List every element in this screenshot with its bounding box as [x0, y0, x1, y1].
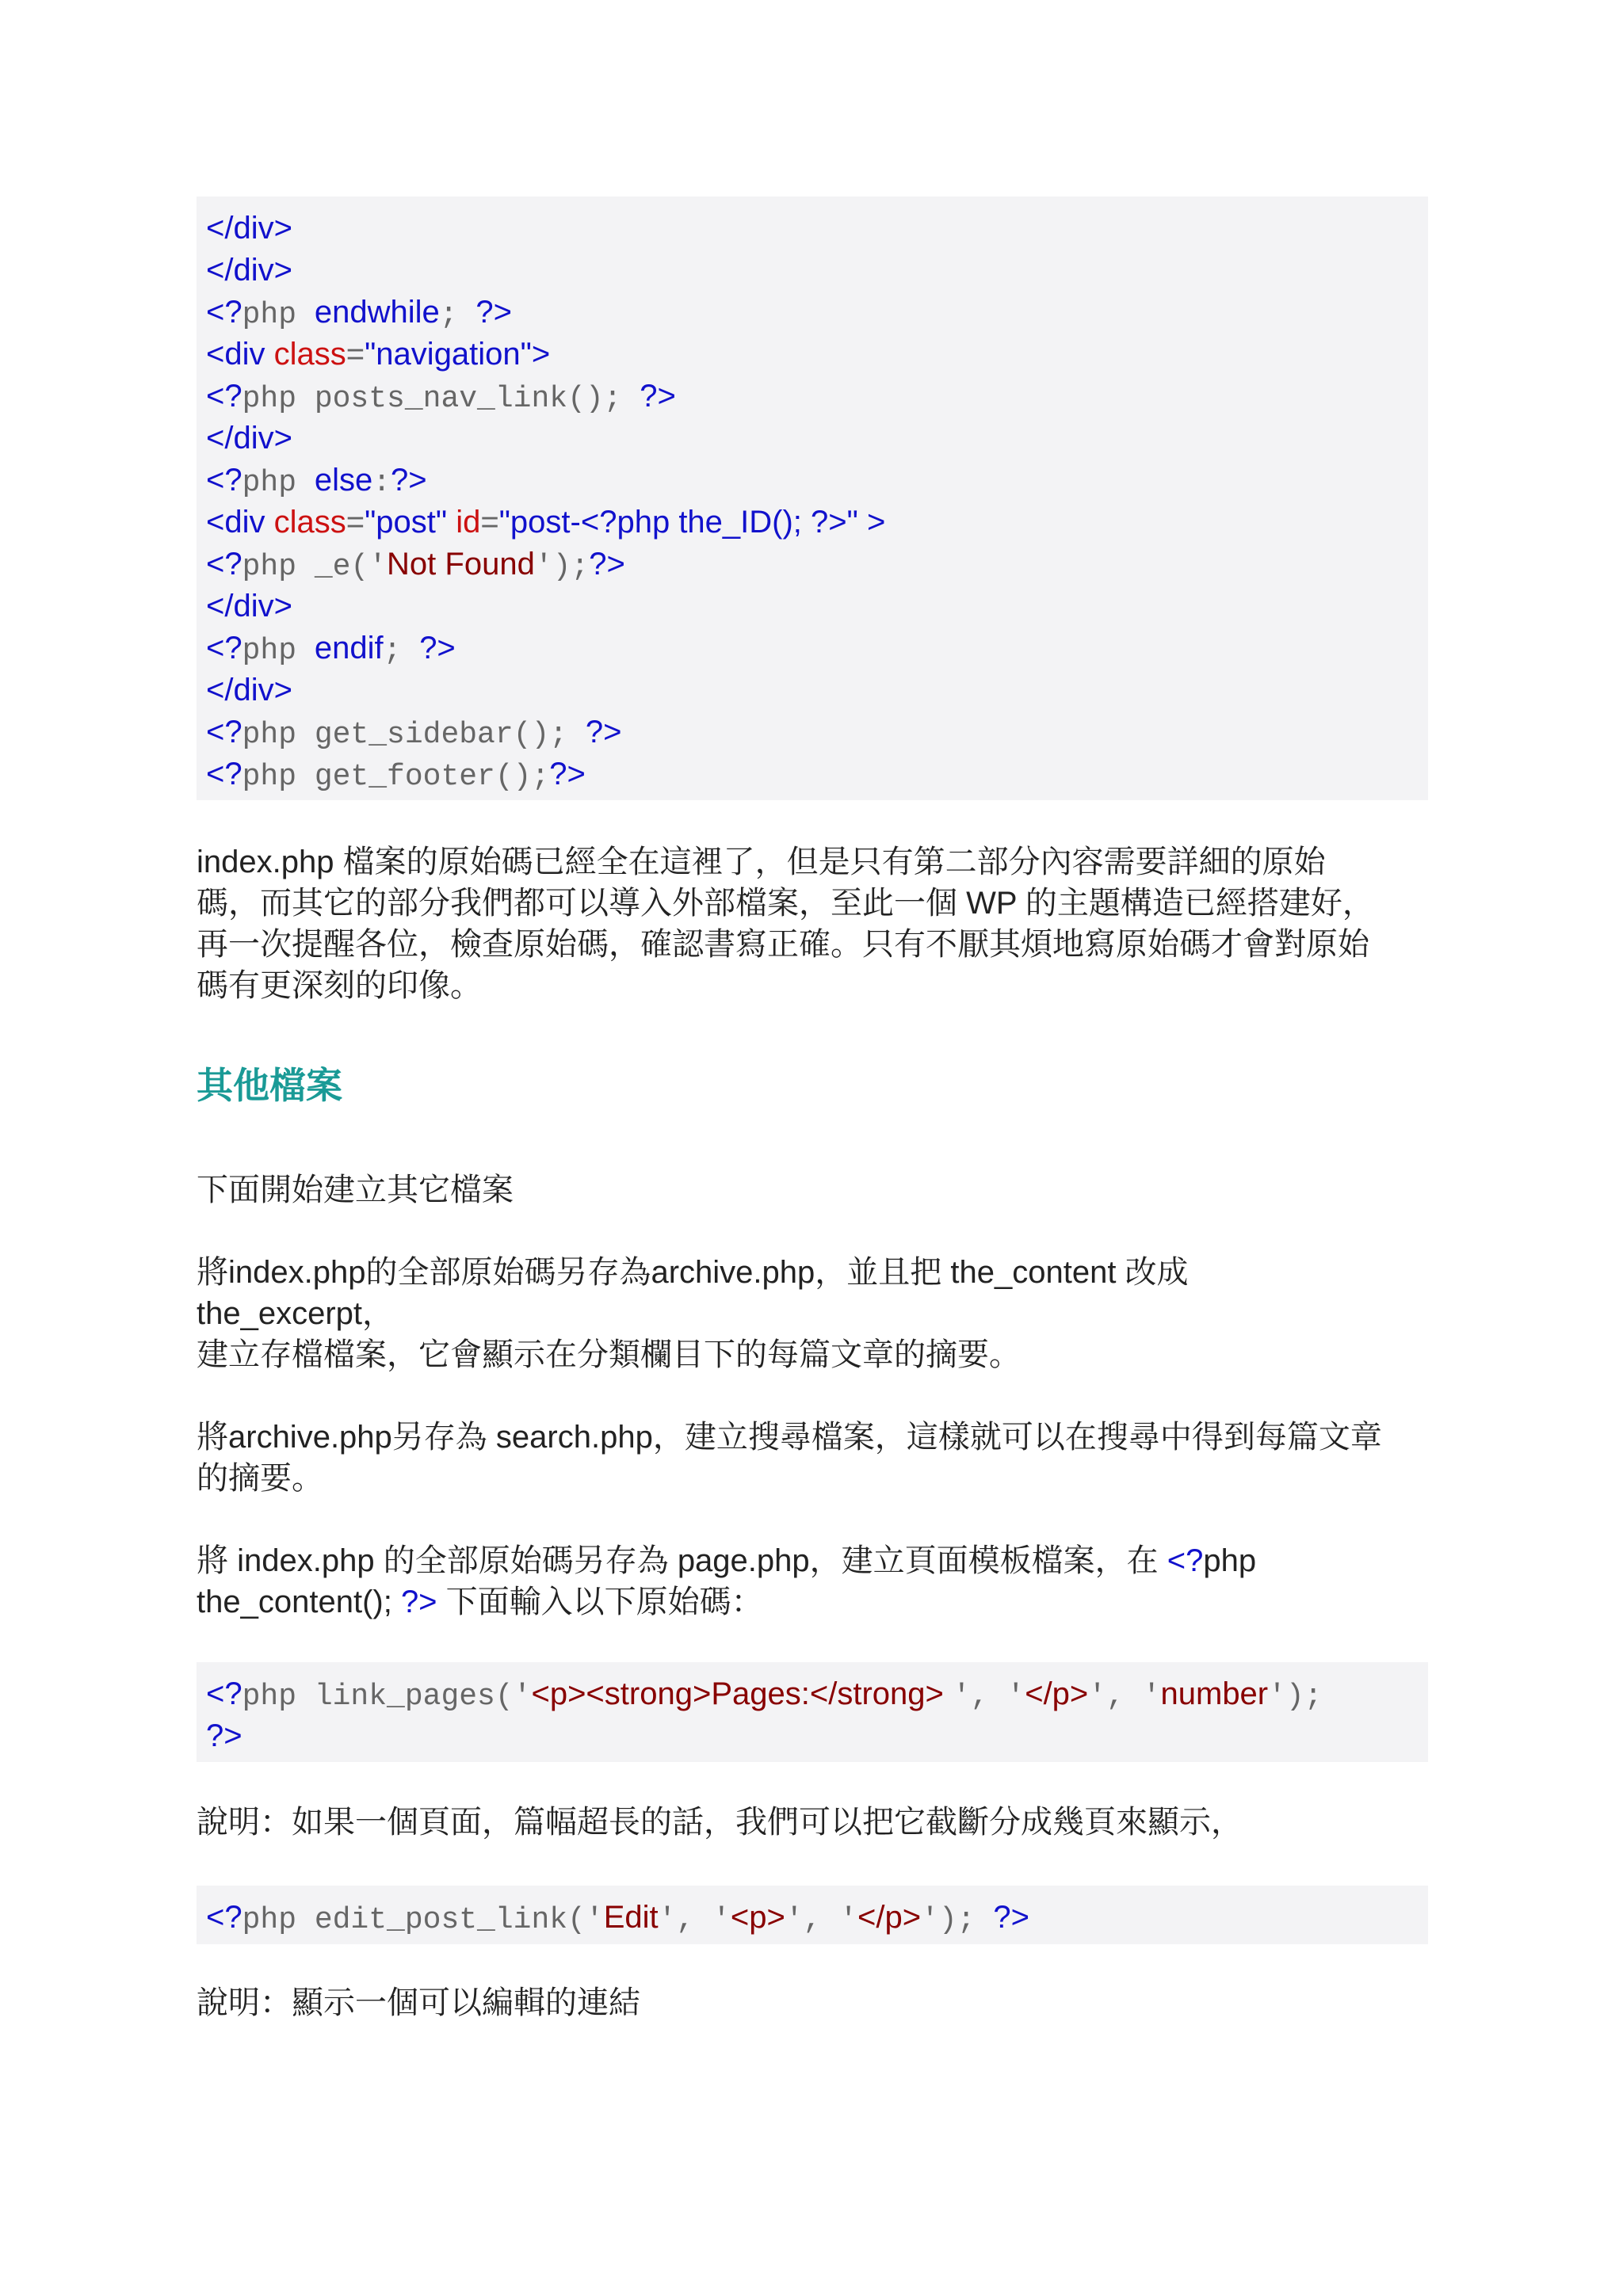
code-line: [206, 334, 1419, 376]
paragraph-page-template: [197, 1540, 1433, 1623]
code-token: php link_pages(': [242, 1680, 532, 1714]
code-line: [206, 208, 1419, 250]
inline-text: 下面輸入以下原始碼：: [437, 1585, 763, 1619]
code-token: php _e(': [242, 550, 388, 584]
inline-text: 將 index.php 的全部原始碼另存為 page.php，建立頁面模板檔案，在: [197, 1543, 1167, 1578]
paragraph-archive: [197, 1252, 1433, 1375]
code-token: <div: [206, 337, 274, 372]
code-token: php: [242, 298, 315, 332]
inline-code-close: ?>: [400, 1585, 437, 1619]
code-token: ', ': [785, 1903, 858, 1937]
code-token: ?>: [585, 715, 622, 749]
code-token: </div>: [206, 253, 292, 288]
code-line: [206, 460, 1419, 502]
paragraph-index-summary: [197, 841, 1433, 1006]
code-token: =: [346, 505, 365, 540]
code-token: id: [456, 505, 481, 540]
code-token: php: [242, 466, 315, 500]
text-line: 說明：如果一個頁面，篇幅超長的話，我們可以把它截斷分成幾頁來顯示，: [197, 1805, 1243, 1840]
text-line: the_excerpt，: [197, 1296, 395, 1331]
code-token: class: [273, 337, 346, 372]
code-token: "navigation">: [365, 337, 551, 372]
code-token: ', ': [952, 1680, 1025, 1714]
code-token: ', ': [1088, 1680, 1161, 1714]
code-token: else: [314, 463, 373, 498]
code-line: [206, 502, 1419, 543]
code-line: [206, 585, 1419, 627]
code-token: <?: [206, 715, 242, 749]
code-token: <p>: [730, 1900, 785, 1935]
code-token: :: [372, 466, 391, 500]
code-token: php: [242, 634, 315, 668]
code-token: ');: [534, 550, 590, 584]
code-token: php posts_nav_link();: [242, 382, 640, 416]
code-token: <?: [206, 631, 242, 666]
code-token: ?>: [549, 757, 586, 791]
code-line: [206, 1897, 1419, 1939]
code-token: >: [866, 505, 886, 540]
code-line: [206, 627, 1419, 669]
code-block-link-pages: [197, 1662, 1428, 1762]
code-token: ?>: [475, 295, 512, 330]
text-line: 說明：顯示一個可以編輯的連結: [197, 1985, 640, 2020]
code-token: ?>: [206, 1718, 242, 1753]
code-token: php edit_post_link(': [242, 1903, 604, 1937]
paragraph-search: [197, 1417, 1433, 1499]
code-token: ?>: [640, 379, 676, 414]
code-token: ', ': [658, 1903, 731, 1937]
inline-text: the_content();: [197, 1585, 401, 1619]
code-token: <?: [206, 295, 242, 330]
code-block-edit-post-link: [197, 1886, 1428, 1944]
paragraph-intro: [197, 1169, 1433, 1211]
text-line: 下面開始建立其它檔案: [197, 1173, 514, 1207]
code-token: "post": [365, 505, 456, 540]
code-line: [206, 1715, 1419, 1757]
code-token: ');: [921, 1903, 994, 1937]
code-token: <?: [206, 379, 242, 414]
code-token: <?: [206, 757, 242, 791]
text-line: 的摘要。: [197, 1461, 323, 1496]
text-line: 將archive.php另存為 search.php，建立搜尋檔案，這樣就可以在搜尋中得到每篇文章: [197, 1420, 1382, 1455]
code-token: ?>: [419, 631, 456, 666]
code-token: ;: [439, 298, 476, 332]
code-token: <?: [206, 1900, 242, 1935]
code-token: <?: [206, 547, 242, 582]
code-token: </p>: [857, 1900, 922, 1935]
code-token: =: [346, 337, 365, 372]
code-line: [206, 1673, 1419, 1715]
code-line: [206, 418, 1419, 460]
paragraph-explain-pagination: [197, 1802, 1433, 1843]
code-token: </p>: [1025, 1676, 1089, 1711]
inline-code-php: php: [1203, 1543, 1257, 1578]
code-token: </div>: [206, 589, 292, 624]
code-line: [206, 753, 1419, 795]
code-token: <?: [206, 463, 242, 498]
code-token: <div: [206, 505, 274, 540]
code-token: class: [273, 505, 346, 540]
code-token: php get_sidebar();: [242, 718, 586, 752]
text-line: 再一次提醒各位，檢查原始碼，確認書寫正確。只有不厭其煩地寫原始碼才會對原始: [197, 927, 1369, 962]
code-token: <?: [206, 1676, 242, 1711]
code-token: Not Found: [387, 547, 535, 582]
text-line: 碼，而其它的部分我們都可以導入外部檔案，至此一個 WP 的主題構造已經搭建好，: [197, 886, 1374, 921]
text-line: 碼有更深刻的印像。: [197, 968, 482, 1003]
code-token: endif: [314, 631, 384, 666]
inline-code-open: <?: [1167, 1543, 1204, 1578]
code-line: [206, 376, 1419, 418]
code-token: Edit: [603, 1900, 659, 1935]
section-heading: 其他檔案: [197, 1064, 342, 1107]
text-line: 將index.php的全部原始碼另存為archive.php，並且把 the_content 改成: [197, 1255, 1189, 1290]
text-line: [197, 1581, 1433, 1623]
code-token: </div>: [206, 211, 292, 246]
code-line: [206, 292, 1419, 334]
code-token: php get_footer();: [242, 760, 550, 794]
code-line: [206, 543, 1419, 585]
code-token: ?>: [589, 547, 625, 582]
code-token: "post-<?php the_ID(); ?>": [498, 505, 867, 540]
text-line: 建立存檔檔案，它會顯示在分類欄目下的每篇文章的摘要。: [197, 1337, 1021, 1372]
text-line: index.php 檔案的原始碼已經全在這裡了，但是只有第二部分內容需要詳細的原始: [197, 845, 1326, 879]
code-line: [206, 711, 1419, 753]
code-token: ?>: [993, 1900, 1029, 1935]
code-token: =: [480, 505, 499, 540]
code-block-theme-footer: [197, 196, 1428, 800]
code-token: ?>: [391, 463, 427, 498]
paragraph-explain-edit-link: [197, 1982, 1433, 2023]
code-line: [206, 250, 1419, 292]
code-token: ');: [1268, 1680, 1323, 1714]
code-token: ;: [383, 634, 420, 668]
code-line: [206, 669, 1419, 711]
text-line: [197, 1540, 1433, 1581]
code-token: number: [1160, 1676, 1269, 1711]
code-token: </div>: [206, 421, 292, 456]
code-token: </div>: [206, 673, 292, 707]
code-token: endwhile: [314, 295, 440, 330]
code-token: <p><strong>Pages:</strong>: [531, 1676, 953, 1711]
